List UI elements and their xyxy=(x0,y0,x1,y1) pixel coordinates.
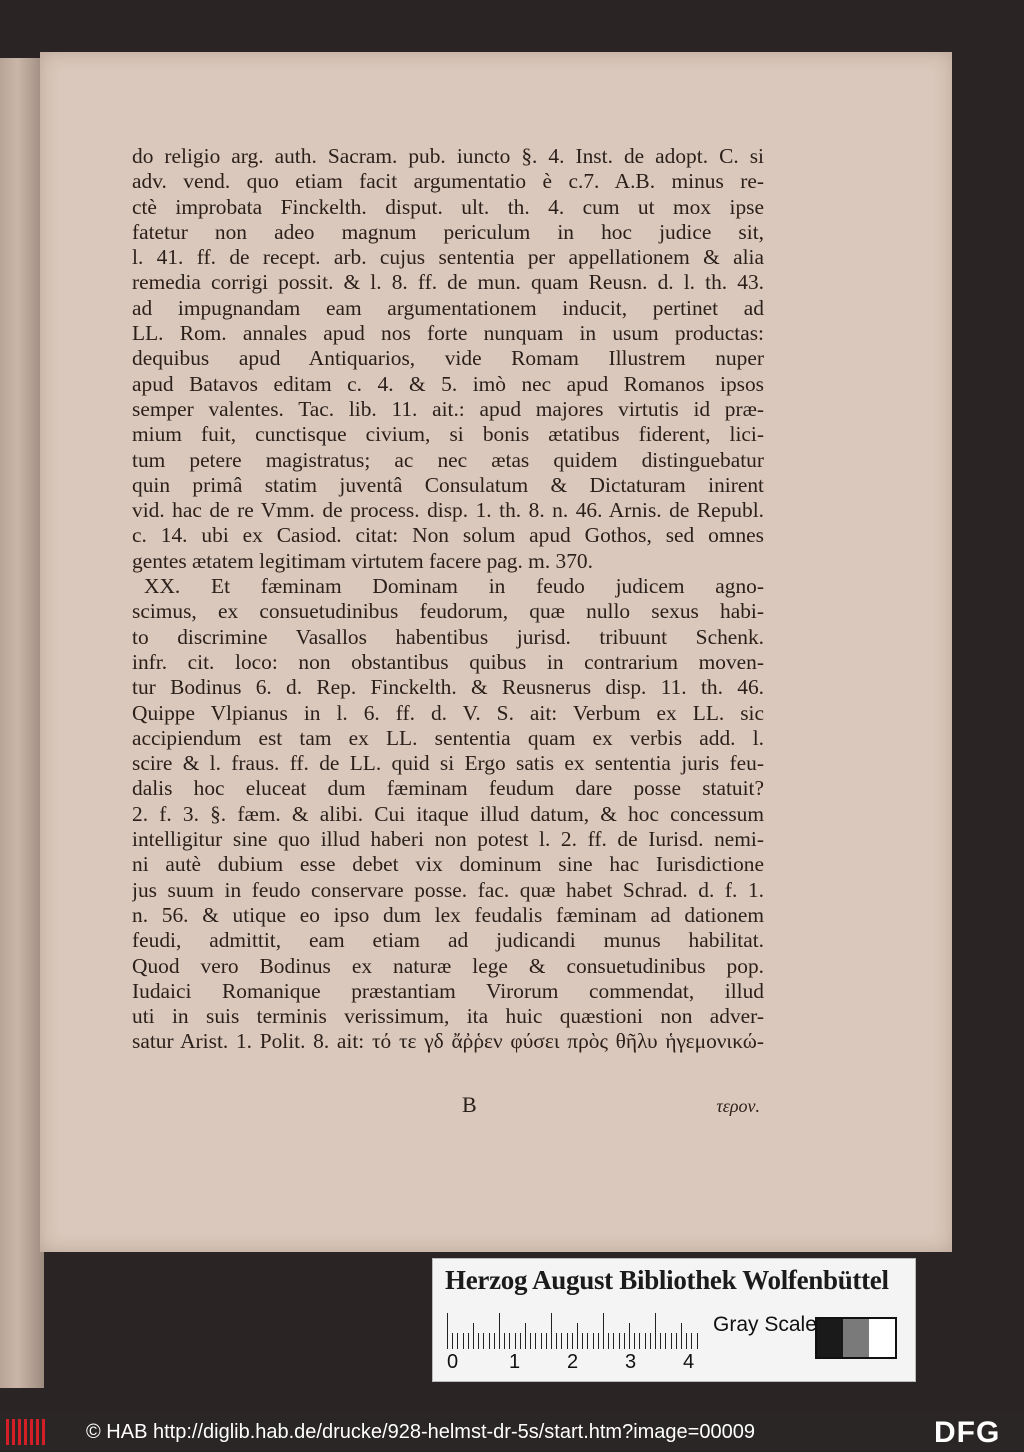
ruler-label-2: 2 xyxy=(567,1351,579,1373)
ruler-label-1: 1 xyxy=(509,1351,521,1373)
ruler-tick xyxy=(499,1313,500,1349)
text-line: XX. Et fæminam Dominam in feudo judicem agno- xyxy=(144,574,764,599)
text-line: accipiendum est tam ex LL. sententia quam ex verbis add. l. xyxy=(132,725,764,750)
ruler-tick xyxy=(520,1333,521,1349)
ruler-tick xyxy=(525,1323,526,1349)
ruler-tick xyxy=(473,1323,474,1349)
ruler-tick xyxy=(478,1333,479,1349)
text-line: semper valentes. Tac. lib. 11. ait.: apud majores virtutis id præ- xyxy=(132,396,764,421)
ruler-tick xyxy=(452,1333,453,1349)
text-line: vid. hac de re Vmm. de process. disp. 1. th. 8. n. 46. Arnis. de Republ. xyxy=(132,498,764,523)
text-line: ni autè dubium esse debet vix dominum sine hac Iurisdictione xyxy=(132,852,764,877)
ruler-tick xyxy=(681,1323,682,1349)
logo-bar xyxy=(24,1419,27,1445)
ruler-tick xyxy=(671,1333,672,1349)
text-line: ad impugnandam eam argumentationem inducit, pertinet ad xyxy=(132,295,764,320)
text-line: Iudaici Romanique præstantiam Virorum commendat, illud xyxy=(132,978,764,1003)
ruler-tick xyxy=(468,1333,469,1349)
text-line: dalis hoc eluceat dum fæminam feudum dare posse statuit? xyxy=(132,776,764,801)
ruler-tick xyxy=(494,1333,495,1349)
logo-bar xyxy=(42,1419,45,1445)
text-line: tur Bodinus 6. d. Rep. Finckelth. & Reusnerus disp. 11. th. 46. xyxy=(132,675,764,700)
dfg-logo: DFG xyxy=(934,1416,1001,1449)
ruler-tick xyxy=(567,1333,568,1349)
text-line: to discrimine Vasallos habentibus jurisd. tribuunt Schenk. xyxy=(132,624,764,649)
text-line: LL. Rom. annales apud nos forte nunquam in usum productas: xyxy=(132,321,764,346)
ruler-tick xyxy=(598,1333,599,1349)
ruler-tick xyxy=(593,1333,594,1349)
ruler-tick xyxy=(613,1333,614,1349)
text-line: Quod vero Bodinus ex naturæ lege & consuetudinibus pop. xyxy=(132,953,764,978)
viewer-footer xyxy=(0,1412,1024,1452)
ruler-tick xyxy=(582,1333,583,1349)
ruler-tick xyxy=(551,1313,552,1349)
ruler-tick xyxy=(483,1333,484,1349)
text-line: adv. vend. quo etiam facit argumentatio è c.7. A.B. minus re- xyxy=(132,169,764,194)
text-line: do religio arg. auth. Sacram. pub. iuncto §. 4. Inst. de adopt. C. si xyxy=(132,144,764,168)
ruler-tick xyxy=(556,1333,557,1349)
text-line: fatetur non adeo magnum periculum in hoc judice sit, xyxy=(132,219,764,244)
logo-bar xyxy=(12,1419,15,1445)
hab-logo-icon xyxy=(6,1419,46,1445)
text-line: jus suum in feudo conservare posse. fac. quæ habet Schrad. d. f. 1. xyxy=(132,877,764,902)
text-line: tum petere magistratus; ac nec ætas quidem distinguebatur xyxy=(132,447,764,472)
reference-card xyxy=(432,1258,916,1382)
text-line: l. 41. ff. de recept. arb. cujus sententia per appellationem & alia xyxy=(132,245,764,270)
ruler-tick xyxy=(457,1333,458,1349)
text-line: Quippe Vlpianus in l. 6. ff. d. V. S. ait: Verbum ex LL. sic xyxy=(132,700,764,725)
ruler-tick xyxy=(515,1333,516,1349)
gray-scale-label: Gray Scale xyxy=(713,1313,817,1336)
ruler-label-3: 3 xyxy=(625,1351,637,1373)
gray-swatch xyxy=(843,1319,869,1357)
logo-bar xyxy=(36,1419,39,1445)
ruler-tick xyxy=(665,1333,666,1349)
book-page xyxy=(40,52,952,1252)
catchword: τερον. xyxy=(716,1096,760,1116)
text-line: feudi, admittit, eam etiam ad judicandi munus habilitat. xyxy=(132,928,764,953)
ruler-tick xyxy=(577,1323,578,1349)
ruler-tick xyxy=(546,1333,547,1349)
logo-bar xyxy=(30,1419,33,1445)
text-line: n. 56. & utique eo ipso dum lex feudalis fæminam ad dationem xyxy=(132,902,764,927)
ruler-tick xyxy=(676,1333,677,1349)
ruler-tick xyxy=(603,1313,604,1349)
ruler-tick xyxy=(629,1323,630,1349)
text-line: mium fuit, cunctisque civium, si bonis ætatibus fiderent, lici- xyxy=(132,422,764,447)
ruler-tick xyxy=(645,1333,646,1349)
text-line: infr. cit. loco: non obstantibus quibus in contrarium moven- xyxy=(132,649,764,674)
ruler-tick xyxy=(691,1333,692,1349)
text-line: remedia corrigi possit. & l. 8. ff. de mun. quam Reusn. d. l. th. 43. xyxy=(132,270,764,295)
ruler-label-0: 0 xyxy=(447,1351,459,1373)
ruler-tick xyxy=(587,1333,588,1349)
text-line: intelligitur sine quo illud haberi non potest l. 2. ff. de Iurisd. nemi- xyxy=(132,827,764,852)
text-line: quin primâ statim juventâ Consulatum & Dictaturam inirent xyxy=(132,472,764,497)
gray-swatch xyxy=(869,1319,895,1357)
library-name: Herzog August Bibliothek Wolfenbüttel xyxy=(445,1265,889,1295)
text-line: 2. f. 3. §. fæm. & alibi. Cui itaque illud datum, & hoc concessum xyxy=(132,801,764,826)
ruler-tick xyxy=(561,1333,562,1349)
ruler-tick xyxy=(634,1333,635,1349)
ruler-tick xyxy=(535,1333,536,1349)
ruler-tick xyxy=(639,1333,640,1349)
logo-bar xyxy=(6,1419,9,1445)
text-line: apud Batavos editam c. 4. & 5. imò nec apud Romanos ipsos xyxy=(132,371,764,396)
source-url[interactable]: © HAB http://diglib.hab.de/drucke/928-helmst-dr-5s/start.htm?image=00009 xyxy=(86,1421,755,1443)
ruler-tick xyxy=(608,1333,609,1349)
ruler-tick xyxy=(530,1333,531,1349)
gray-scale-swatches xyxy=(815,1317,897,1359)
ruler-tick xyxy=(463,1333,464,1349)
text-line: ctè improbata Finckelth. disput. ult. th. 4. cum ut mox ipse xyxy=(132,194,764,219)
measurement-ruler xyxy=(447,1309,697,1349)
text-line: uti in suis terminis verissimum, ita huic quæstioni non adver- xyxy=(132,1004,764,1029)
page-footer-line xyxy=(132,1092,764,1120)
signature-mark: B xyxy=(462,1092,477,1117)
ruler-tick xyxy=(660,1333,661,1349)
ruler-tick xyxy=(697,1333,698,1349)
text-line: dequibus apud Antiquarios, vide Romam Illustrem nuper xyxy=(132,346,764,371)
ruler-tick xyxy=(655,1313,656,1349)
text-line: satur Arist. 1. Polit. 8. ait: τό τε γδ ἄῤῥεν φύσει πρὸς θῆλυ ἡγεμονικώ- xyxy=(132,1029,764,1054)
text-line: scimus, ex consuetudinibus feudorum, quæ nullo sexus habi- xyxy=(132,599,764,624)
ruler-tick xyxy=(650,1333,651,1349)
ruler-tick xyxy=(541,1333,542,1349)
ruler-tick xyxy=(624,1333,625,1349)
ruler-tick xyxy=(504,1333,505,1349)
ruler-tick xyxy=(489,1333,490,1349)
ruler-tick xyxy=(509,1333,510,1349)
ruler-label-4: 4 xyxy=(683,1351,695,1373)
ruler-tick xyxy=(619,1333,620,1349)
ruler-tick xyxy=(686,1333,687,1349)
text-line: c. 14. ubi ex Casiod. citat: Non solum apud Gothos, sed omnes xyxy=(132,523,764,548)
previous-page-edge xyxy=(0,58,44,1388)
gray-swatch xyxy=(817,1319,843,1357)
text-line: gentes ætatem legitimam virtutem facere pag. m. 370. xyxy=(132,548,593,573)
ruler-tick xyxy=(572,1333,573,1349)
text-line: scire & l. fraus. ff. de LL. quid si Ergo satis ex sententia juris feu- xyxy=(132,751,764,776)
ruler-tick xyxy=(447,1313,448,1349)
logo-bar xyxy=(18,1419,21,1445)
page-text-block xyxy=(132,144,764,1117)
